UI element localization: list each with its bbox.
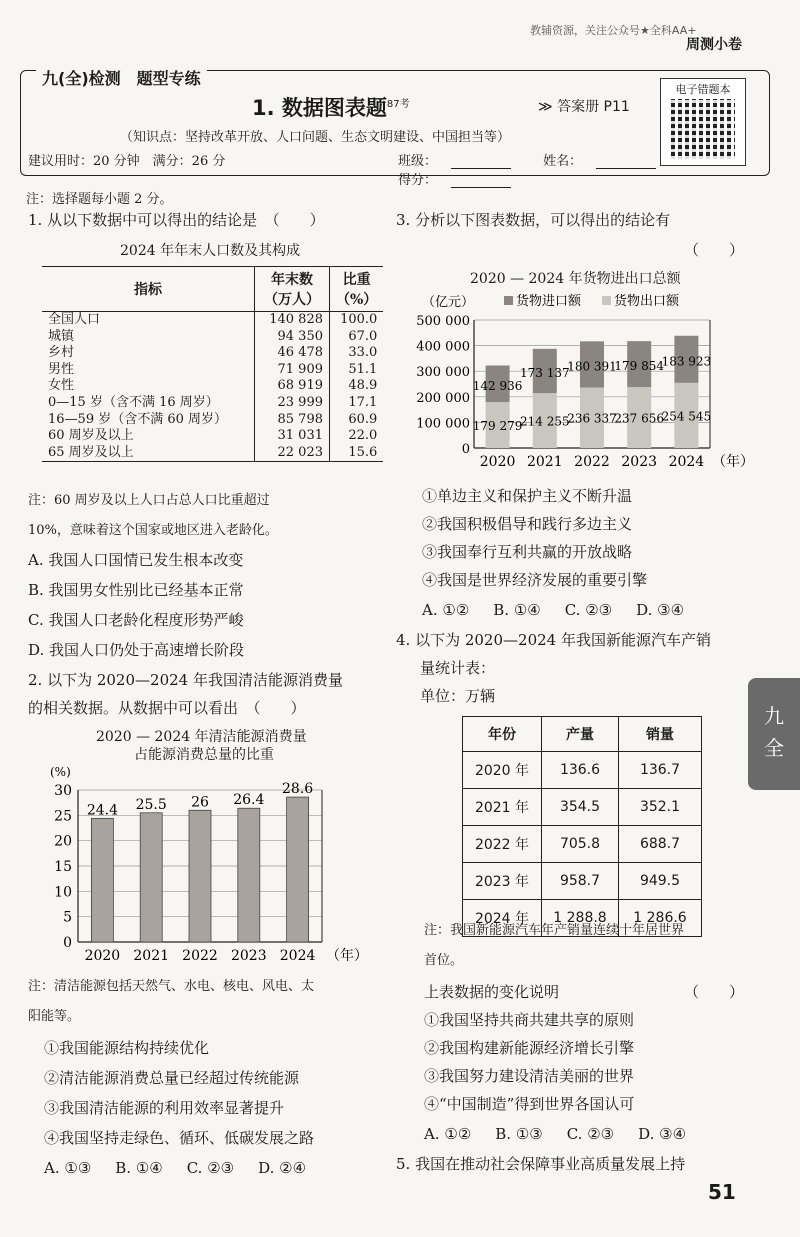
q2-statement-3: ③我国清洁能源的利用效率显著提升 <box>44 1099 285 1117</box>
y-tick-label: 300 000 <box>416 365 470 381</box>
row-label: 全国人口 <box>48 312 101 327</box>
row-value: 17.1 <box>330 395 384 412</box>
table-header: 销量 <box>619 717 702 752</box>
answer-reference[interactable]: ≫ 答案册 P11 <box>538 99 630 115</box>
clean-energy-chart <box>30 762 380 968</box>
class-blank[interactable] <box>451 156 511 169</box>
row-label: 女性 <box>48 378 75 394</box>
table-row <box>42 329 383 346</box>
row-value: 140 828 <box>255 312 330 329</box>
data-label: 26.4 <box>233 792 265 809</box>
table-header: 产量 <box>542 717 619 752</box>
row-value: 60.9 <box>330 412 384 429</box>
name-blank[interactable] <box>596 156 656 169</box>
data-label-import: 179 854 <box>614 359 665 374</box>
table-header: 年份 <box>463 717 542 752</box>
table-row <box>42 428 383 445</box>
q3-option-b[interactable]: B. ①④ <box>493 601 541 619</box>
data-label-export: 179 279 <box>472 419 523 434</box>
q4-option-d[interactable]: D. ③④ <box>638 1125 687 1143</box>
q4-unit: 单位：万辆 <box>420 687 496 705</box>
side-tab[interactable] <box>748 678 800 790</box>
bar <box>238 808 260 942</box>
q2-statement-1: ①我国能源结构持续优化 <box>44 1039 210 1057</box>
table-row <box>42 312 383 329</box>
q4-paren: （ ） <box>684 983 745 1001</box>
x-tick-label: 2024 <box>279 948 316 964</box>
q3-option-c[interactable]: C. ②③ <box>564 601 613 619</box>
x-axis-label: （年） <box>326 948 368 964</box>
table-row <box>42 445 383 462</box>
table-row <box>463 752 702 789</box>
q4-stem-1: 4. 以下为 2020—2024 年我国新能源汽车产销 <box>396 631 711 649</box>
row-value: 1 288.8 <box>542 900 619 937</box>
table-row <box>42 412 383 429</box>
table-row <box>42 362 383 379</box>
row-value: 688.7 <box>619 826 702 863</box>
top-note: 教辅资源，关注公众号★全科AA+ <box>530 24 697 37</box>
q4-statement-2: ②我国构建新能源经济增长引擎 <box>424 1039 635 1057</box>
data-label-import: 173 137 <box>519 365 570 380</box>
qr-panel[interactable] <box>660 78 746 166</box>
legend-label-export: 货物出口额 <box>614 294 680 309</box>
note-top: 注：选择题每小题 2 分。 <box>26 192 173 207</box>
row-year: 2022 年 <box>463 826 542 863</box>
q4-option-b[interactable]: B. ①③ <box>495 1125 543 1143</box>
row-year: 2020 年 <box>463 752 542 789</box>
row-value: 705.8 <box>542 826 619 863</box>
table-header: 年末数（万人） <box>255 267 330 312</box>
data-label: 24.4 <box>86 802 118 819</box>
data-label-import: 180 391 <box>567 359 617 374</box>
q4-note-2: 首位。 <box>424 953 464 968</box>
row-value: 136.7 <box>619 752 702 789</box>
q1-note-1: 注：60 周岁及以上人口占总人口比重超过 <box>28 493 270 508</box>
q1-option-d[interactable]: D. 我国人口仍处于高速增长阶段 <box>28 641 245 659</box>
q1-note-2: 10%，意味着这个国家或地区进入老龄化。 <box>28 523 278 538</box>
qr-code-icon[interactable] <box>671 99 735 159</box>
row-value: 48.9 <box>330 378 384 395</box>
suggested-time: 建议用时：20 分钟 满分：26 分 <box>28 154 226 169</box>
data-label: 25.5 <box>135 796 167 813</box>
y-tick-label: 15 <box>54 859 72 875</box>
row-value: 71 909 <box>255 362 330 379</box>
qr-label: 电子错题本 <box>675 83 731 96</box>
row-value: 100.0 <box>330 312 384 329</box>
x-axis-label: （年） <box>712 454 754 470</box>
side-tab-char: 全 <box>764 736 784 760</box>
weekly-label: 周测小卷 <box>686 37 742 53</box>
table-row <box>42 395 383 412</box>
q3-statement-2: ②我国积极倡导和践行多边主义 <box>422 515 633 533</box>
bar <box>91 818 113 942</box>
y-tick-label: 5 <box>63 909 72 926</box>
q4-statement-1: ①我国坚持共商共建共享的原则 <box>424 1011 635 1029</box>
table-row <box>42 345 383 362</box>
y-tick-label: 400 000 <box>416 339 470 355</box>
x-tick-label: 2023 <box>230 948 267 964</box>
x-tick-label: 2020 <box>479 454 516 470</box>
q3-option-d[interactable]: D. ③④ <box>636 601 685 619</box>
table-header: 比重（%） <box>330 267 384 312</box>
row-year: 2021 年 <box>463 789 542 826</box>
row-value: 136.6 <box>542 752 619 789</box>
table-row <box>463 863 702 900</box>
q4-option-a[interactable]: A. ①② <box>424 1125 472 1143</box>
data-label-import: 183 923 <box>661 354 712 369</box>
q3-stem: 3. 分析以下图表数据，可以得出的结论有 <box>396 211 671 229</box>
row-value: 22 023 <box>255 445 330 462</box>
q1-table-title: 2024 年年末人口数及其构成 <box>120 243 301 259</box>
bar <box>287 797 309 942</box>
row-value: 68 919 <box>255 378 330 395</box>
row-label: 0—15 岁（含不满 16 周岁） <box>48 394 219 410</box>
q3-paren: （ ） <box>684 241 745 259</box>
data-label-import: 142 936 <box>472 378 523 393</box>
x-tick-label: 2020 <box>84 948 121 964</box>
q3-chart-title: 2020 — 2024 年货物进出口总额 <box>470 271 681 287</box>
series-title: 九(全)检测 题型专练 <box>36 66 207 89</box>
y-tick-label: 200 000 <box>416 390 470 406</box>
row-label: 男性 <box>48 361 75 377</box>
row-label: 城镇 <box>48 328 75 344</box>
q4-statement-4: ④“中国制造”得到世界各国认可 <box>424 1095 635 1113</box>
q1-option-c[interactable]: C. 我国人口老龄化程度形势严峻 <box>28 611 244 629</box>
q4-options <box>424 1120 784 1148</box>
legend-swatch-export <box>602 296 611 305</box>
side-tab-char: 九 <box>764 704 784 728</box>
y-tick-label: 100 000 <box>416 416 470 432</box>
q4-note-1: 注：我国新能源汽车年产销量连续十年居世界 <box>424 923 685 938</box>
row-value: 1 286.6 <box>619 900 702 937</box>
q2-note-2: 阳能等。 <box>28 1009 81 1024</box>
q2-option-d[interactable]: D. ②④ <box>258 1159 307 1177</box>
data-label-export: 214 255 <box>519 414 570 429</box>
nev-table <box>462 716 702 937</box>
row-value: 22.0 <box>330 428 384 445</box>
page-number: 51 <box>708 1180 736 1204</box>
q3-options <box>422 596 782 624</box>
q3-option-a[interactable]: A. ①② <box>422 601 470 619</box>
x-tick-label: 2022 <box>574 454 610 470</box>
table-row <box>42 378 383 395</box>
score-blank[interactable] <box>451 175 511 188</box>
q4-question: 上表数据的变化说明 <box>424 983 560 1001</box>
row-value: 23 999 <box>255 395 330 412</box>
y-tick-label: 10 <box>54 884 72 901</box>
data-label-export: 254 545 <box>661 409 712 424</box>
q4-statement-3: ③我国努力建设清洁美丽的世界 <box>424 1067 635 1085</box>
q3-statement-1: ①单边主义和保护主义不断升温 <box>422 487 633 505</box>
table-row <box>463 826 702 863</box>
row-value: 15.6 <box>330 445 384 462</box>
table-row <box>463 789 702 826</box>
q4-stem-2: 量统计表： <box>420 659 496 677</box>
lesson-title: 1. 数据图表题$^{87考}$ <box>252 96 410 120</box>
knowledge-points: （知识点：坚持改革开放、人口问题、生态文明建设、中国担当等） <box>120 130 511 145</box>
row-label: 16—59 岁（含不满 60 周岁） <box>48 411 228 427</box>
row-label: 60 周岁及以上 <box>48 428 134 444</box>
q1-stem: 1. 从以下数据中可以得出的结论是 （ ） <box>28 211 325 229</box>
row-value: 94 350 <box>255 329 330 346</box>
row-value: 33.0 <box>330 345 384 362</box>
row-value: 51.1 <box>330 362 384 379</box>
q2-option-a[interactable]: A. ①③ <box>44 1159 92 1177</box>
lesson-count: 87考 <box>386 99 410 110</box>
trade-chart <box>398 288 758 476</box>
bar <box>140 813 162 942</box>
legend-swatch-import <box>504 296 513 305</box>
y-tick-label: 0 <box>461 442 470 457</box>
q2-option-b[interactable]: B. ①④ <box>115 1159 163 1177</box>
y-tick-label: 25 <box>54 808 72 825</box>
class-label: 班级： <box>398 154 438 169</box>
row-value: 958.7 <box>542 863 619 900</box>
x-tick-label: 2023 <box>621 454 658 470</box>
legend-label-import: 货物进口额 <box>516 294 582 309</box>
q2-stem-2: 的相关数据。从数据中可以看出 （ ） <box>28 699 306 717</box>
q2-stem-1: 2. 以下为 2020—2024 年我国清洁能源消费量 <box>28 671 343 689</box>
y-tick-label: 20 <box>54 833 72 850</box>
q2-option-c[interactable]: C. ②③ <box>186 1159 235 1177</box>
y-axis-label: （亿元） <box>422 295 475 310</box>
score-label: 得分： <box>398 173 438 188</box>
row-year: 2023 年 <box>463 863 542 900</box>
row-year: 2024 年 <box>463 900 542 937</box>
q2-statement-2: ②清洁能源消费总量已经超过传统能源 <box>44 1069 300 1087</box>
y-tick-label: 0 <box>63 935 72 951</box>
x-tick-label: 2021 <box>526 454 563 470</box>
x-tick-label: 2024 <box>668 454 705 470</box>
q4-option-c[interactable]: C. ②③ <box>566 1125 615 1143</box>
row-label: 65 周岁及以上 <box>42 445 255 462</box>
bar <box>189 810 211 942</box>
row-value: 85 798 <box>255 412 330 429</box>
data-label: 28.6 <box>282 781 314 798</box>
q1-option-b[interactable]: B. 我国男女性别比已经基本正常 <box>28 581 244 599</box>
data-label: 26 <box>191 794 209 811</box>
data-label-export: 237 656 <box>614 411 665 426</box>
row-value: 46 478 <box>255 345 330 362</box>
population-table <box>42 266 383 462</box>
q2-chart-title-2: 占能源消费总量的比重 <box>134 747 274 763</box>
name-label: 姓名： <box>543 154 583 169</box>
row-value: 354.5 <box>542 789 619 826</box>
row-value: 352.1 <box>619 789 702 826</box>
table-header: 指标 <box>42 267 255 312</box>
data-label-export: 236 337 <box>567 411 617 426</box>
x-tick-label: 2021 <box>133 948 170 964</box>
q3-statement-3: ③我国奉行互利共赢的开放战略 <box>422 543 633 561</box>
x-tick-label: 2022 <box>182 948 218 964</box>
q2-statement-4: ④我国坚持走绿色、循环、低碳发展之路 <box>44 1129 315 1147</box>
q2-note-1: 注：清洁能源包括天然气、水电、核电、风电、太 <box>28 979 315 994</box>
row-value: 31 031 <box>255 428 330 445</box>
q1-option-a[interactable]: A. 我国人口国情已发生根本改变 <box>28 551 244 569</box>
q2-chart-title-1: 2020 — 2024 年清洁能源消费量 <box>96 729 307 745</box>
row-value: 67.0 <box>330 329 384 346</box>
row-value: 949.5 <box>619 863 702 900</box>
y-axis-label: (%) <box>50 765 71 779</box>
y-tick-label: 30 <box>54 783 72 799</box>
q5-stem: 5. 我国在推动社会保障事业高质量发展上持 <box>396 1155 686 1173</box>
y-tick-label: 500 000 <box>416 314 470 329</box>
row-label: 乡村 <box>48 345 75 361</box>
q3-statement-4: ④我国是世界经济发展的重要引擎 <box>422 571 648 589</box>
q2-options <box>44 1154 396 1182</box>
